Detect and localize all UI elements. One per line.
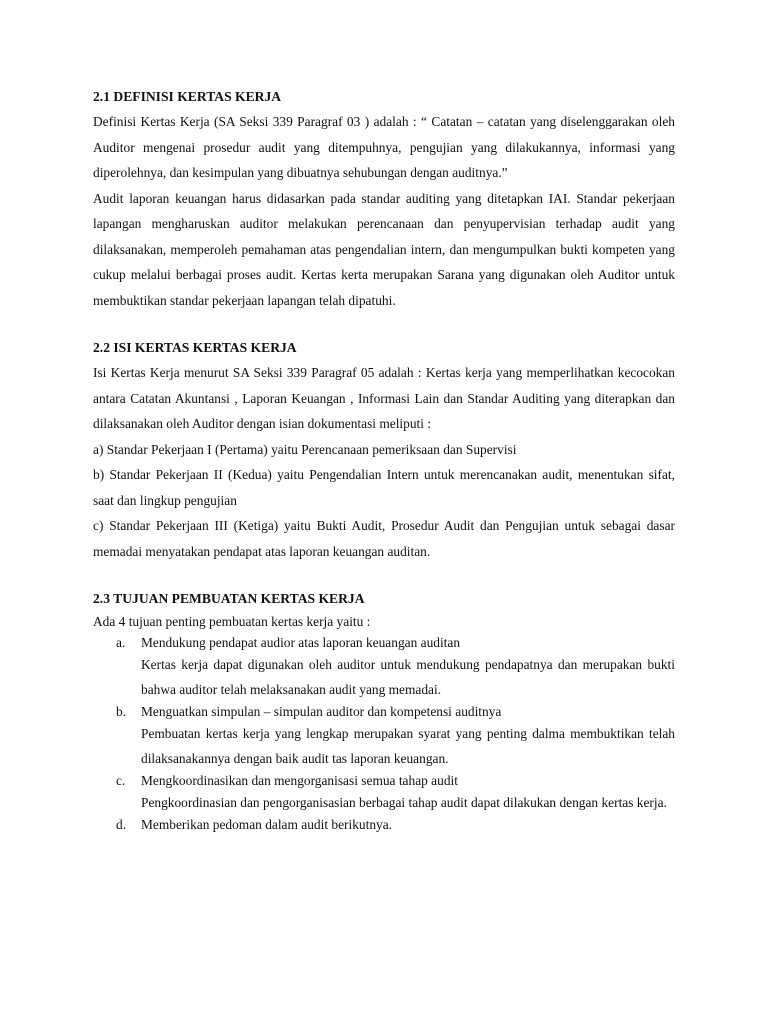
list-item-description: Pengkoordinasian dan pengorganisasian berbagai tahap audit dapat dilakukan dengan kertas kerja.	[141, 795, 667, 810]
tujuan-list-item	[93, 633, 675, 702]
tujuan-list-item	[93, 771, 675, 815]
list-marker: a.	[116, 635, 126, 650]
list-marker: b.	[116, 704, 127, 719]
list-item-description: Kertas kerja dapat digunakan oleh auditor untuk mendukung pendapatnya dan merupakan bukti bahwa auditor telah melaksanakan audit yang memadai.	[141, 657, 675, 697]
list-marker: d.	[116, 817, 127, 832]
section-heading-definisi: 2.1 DEFINISI KERTAS KERJA	[93, 89, 282, 104]
section-heading-tujuan: 2.3 TUJUAN PEMBUATAN KERTAS KERJA	[93, 591, 365, 606]
tujuan-list	[93, 633, 675, 834]
section-heading-isi: 2.2 ISI KERTAS KERTAS KERJA	[93, 340, 297, 355]
isi-list-item: b) Standar Pekerjaan II (Kedua) yaitu Pengendalian Intern untuk merencanakan audit, menentukan sifat, saat dan lingkup pengujian	[93, 467, 675, 508]
list-item-description: Pembuatan kertas kerja yang lengkap merupakan syarat yang penting dalma membuktikan telah dilaksanakannya dengan baik audit tas laporan keuangan.	[141, 726, 675, 766]
isi-paragraph: Isi Kertas Kerja menurut SA Seksi 339 Paragraf 05 adalah : Kertas kerja yang memperlihatkan kecocokan antara Catatan Akuntansi , Laporan Keuangan , Informasi Lain dan Standar Auditing yang diterapkan dan dilaksanakan oleh Auditor dengan isian dokumentasi meliputi :	[93, 365, 675, 431]
isi-list	[93, 437, 675, 565]
isi-list-item: c) Standar Pekerjaan III (Ketiga) yaitu Bukti Audit, Prosedur Audit dan Pengujian untuk sebagai dasar memadai menyatakan pendapat atas laporan keuangan auditan.	[93, 518, 675, 559]
list-item-title: Memberikan pedoman dalam audit berikutnya.	[141, 817, 392, 832]
list-item-title: Mengkoordinasikan dan mengorganisasi semua tahap audit	[141, 773, 458, 788]
tujuan-list-item	[93, 702, 675, 771]
list-item-title: Mendukung pendapat audior atas laporan keuangan auditan	[141, 635, 461, 650]
isi-list-item: a) Standar Pekerjaan I (Pertama) yaitu Perencanaan pemeriksaan dan Supervisi	[93, 441, 517, 457]
tujuan-intro: Ada 4 tujuan penting pembuatan kertas kerja yaitu :	[93, 614, 371, 629]
definisi-paragraph-2: Audit laporan keuangan harus didasarkan pada standar auditing yang ditetapkan IAI. Standar pekerjaan lapangan mengharuskan auditor melakukan perencanaan dan penyupervisian terhadap audit yang dilaksanakan, memperoleh pemahaman atas pengendalian intern, dan mengumpulkan bukti kompeten yang cukup melalui berbagai proses audit. Kertas kerta merupakan Sarana yang digunakan oleh Auditor untuk membuktikan standar pekerjaan lapangan telah dipatuhi.	[93, 190, 675, 308]
document-body	[93, 86, 675, 834]
definisi-paragraph-1: Definisi Kertas Kerja (SA Seksi 339 Paragraf 03 ) adalah : “ Catatan – catatan yang diselenggarakan oleh Auditor mengenai prosedur audit yang ditempuhnya, pengujian yang dilakukannya, informasi yang diperolehnya, dan kesimpulan yang dibuatnya sehubungan dengan auditnya.”	[93, 114, 675, 180]
tujuan-list-item	[93, 815, 675, 834]
list-marker: c.	[116, 773, 126, 788]
list-item-title: Menguatkan simpulan – simpulan auditor dan kompetensi auditnya	[141, 704, 502, 719]
